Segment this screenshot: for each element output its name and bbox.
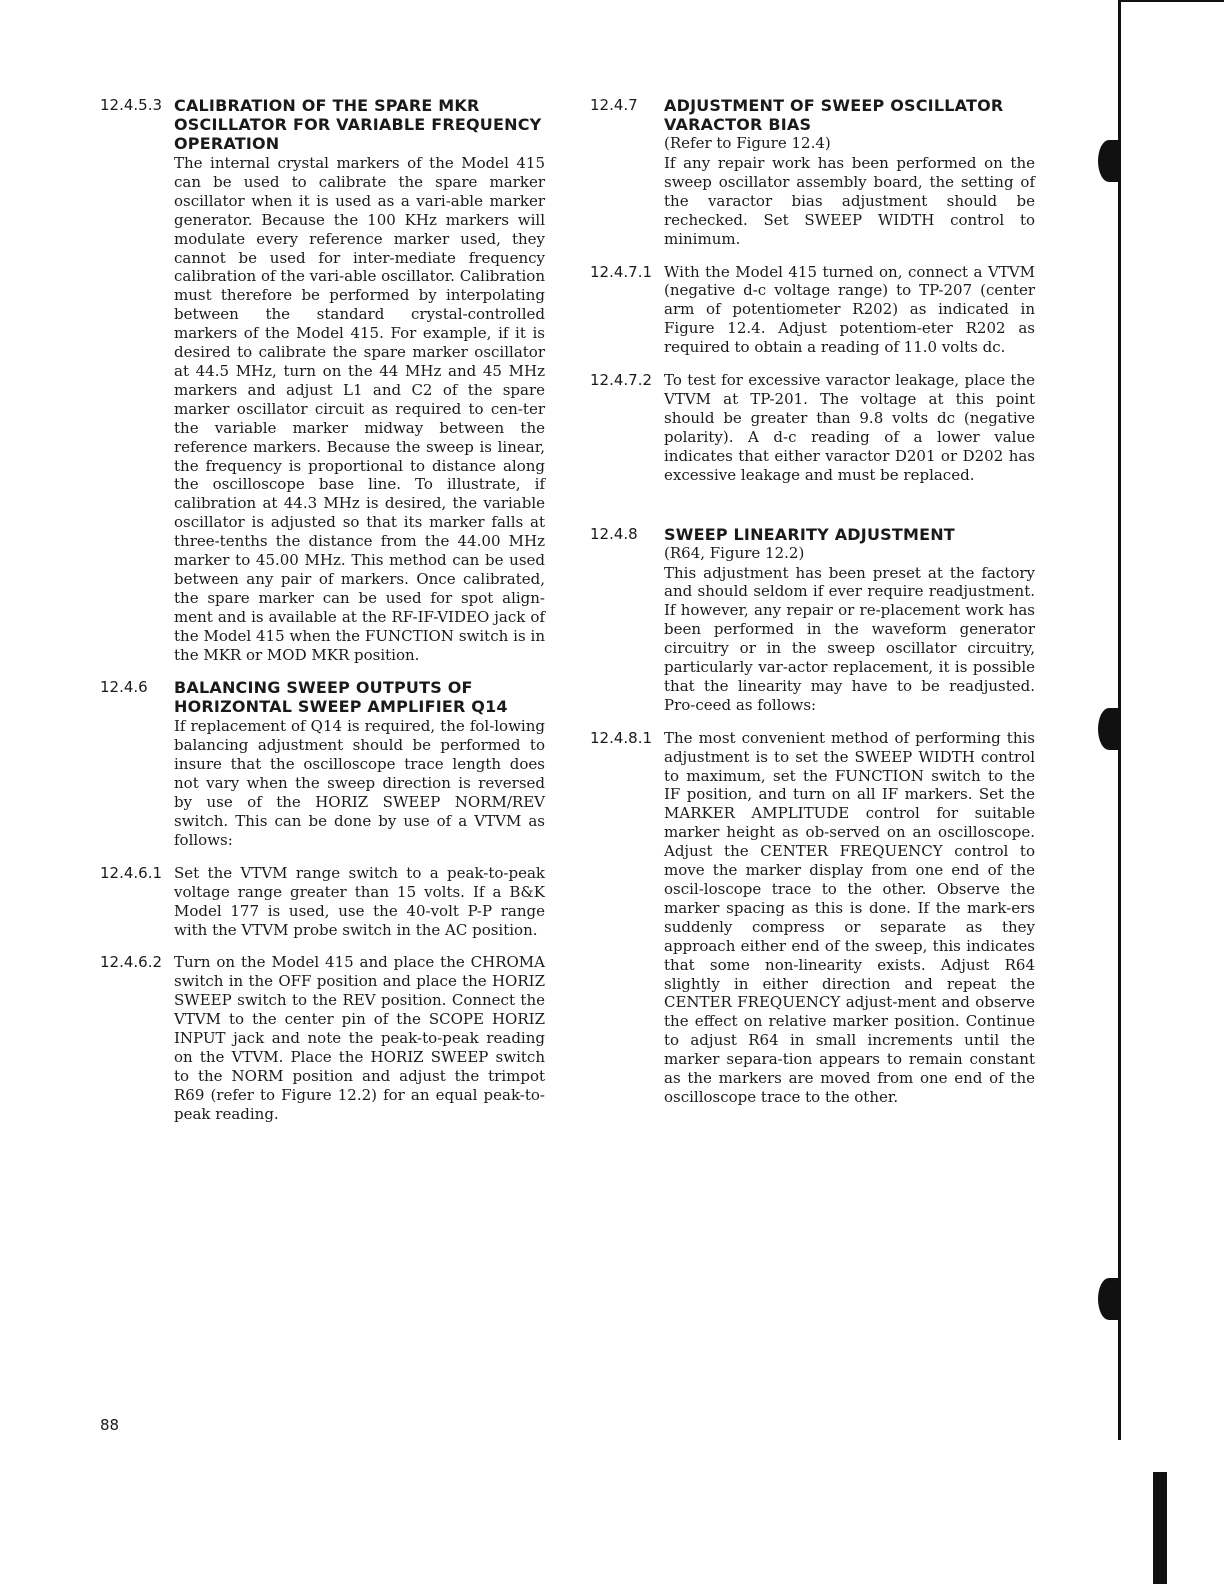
section-12-4-8-1 xyxy=(590,729,1035,1107)
section-number: 12.4.8.1 xyxy=(590,728,653,747)
section-title: SWEEP LINEARITY ADJUSTMENT xyxy=(664,524,955,544)
section-title: BALANCING SWEEP OUTPUTS OF HORIZONTAL SWEEP AMPLIFIER Q14 xyxy=(174,678,508,717)
section-title: ADJUSTMENT OF SWEEP OSCILLATOR VARACTOR BIAS xyxy=(664,96,1004,134)
section-text: To test for excessive varactor leakage, place the VTVM at TP-201. The voltage at this point should be greater than 9.8 volts dc (negative polarity). A d-c reading of a lower value indicates that either varactor D201 or D202 has excessive leakage and must be replaced. xyxy=(664,371,1035,484)
section-number: 12.4.6 xyxy=(100,678,148,697)
figure-reference: (Refer to Figure 12.4) xyxy=(664,134,831,152)
right-column xyxy=(590,95,1035,1107)
section-12-4-6-1 xyxy=(100,864,545,940)
section-text: With the Model 415 turned on, connect a VTVM (negative d-c voltage range) to TP-207 (center arm of potentiometer R202) as indicated in Figure 12.4. Adjust potentiom-eter R202 as required to obtain a reading of 11.0 volts dc. xyxy=(664,262,1035,357)
section-12-4-7 xyxy=(590,96,1035,249)
section-text: If any repair work has been performed on the sweep oscillator assembly board, the setting of the varactor bias adjustment should be rechecked. Set SWEEP WIDTH control to minimum. xyxy=(664,154,1035,248)
binder-hole-mark xyxy=(1098,140,1120,182)
section-number: 12.4.6.2 xyxy=(100,953,163,972)
section-number: 12.4.8 xyxy=(590,524,638,543)
section-12-4-8 xyxy=(590,525,1035,715)
page-number: 88 xyxy=(100,1416,120,1434)
section-text: If replacement of Q14 is required, the fol-lowing balancing adjustment should be performed to insure that the oscilloscope trace length does not vary when the sweep direction is reversed by use of the HORIZ SWEEP NORM/REV switch. This can be done by use of a VTVM as follows: xyxy=(174,717,545,849)
section-text: The most convenient method of performing this adjustment is to set the SWEEP WIDTH control to maximum, set the FUNCTION switch to the IF position, and turn on all IF markers. Set the MARKER AMPLITUDE control for suitable marker height as ob-served on an oscilloscope. Adjust the CENTER FREQUENCY control to move the marker display from one end of the oscil-loscope trace to the other. Observe the marker spacing as this is done. If the mark-ers suddenly compress or separate as they approach either end of the sweep, this indicates that some non-linearity exists. Adjust R64 slightly in either direction and repeat the CENTER FREQUENCY adjust-ment and observe the effect on relative marker position. Continue to adjust R64 in small increments until the marker separa-tion appears to remain constant as the markers are moved from one end of the oscilloscope trace to the other. xyxy=(664,728,1035,1106)
section-number: 12.4.7.2 xyxy=(590,371,653,390)
section-number: 12.4.5.3 xyxy=(100,96,163,114)
section-text: Set the VTVM range switch to a peak-to-peak voltage range greater than 15 volts. If a B&K Model 177 is used, use the 40-volt P-P range with the VTVM probe switch in the AC position. xyxy=(174,863,545,939)
scan-bar xyxy=(1153,1472,1167,1584)
left-column xyxy=(100,95,545,1124)
section-12-4-6 xyxy=(100,678,545,849)
section-12-4-7-1 xyxy=(590,263,1035,358)
binder-hole-mark xyxy=(1098,1278,1120,1320)
section-text: Turn on the Model 415 and place the CHROMA switch in the OFF position and place the HORIZ SWEEP switch to the REV position. Connect the VTVM to the center pin of the SCOPE HORIZ INPUT jack and note the peak-to-peak reading on the VTVM. Place the HORIZ SWEEP switch to the NORM position and adjust the trimpot R69 (refer to Figure 12.2) for an equal peak-to-peak reading. xyxy=(174,953,545,1123)
section-number: 12.4.7.1 xyxy=(590,262,653,281)
section-12-4-5-3 xyxy=(100,96,545,664)
section-12-4-6-2 xyxy=(100,953,545,1123)
section-text: The internal crystal markers of the Model 415 can be used to calibrate the spare marker oscillator when it is used as a vari-able marker generator. Because the 100 KHz markers will modulate every reference marker used, they cannot be used for inter-mediate frequency calibration of the vari-able oscillator. Calibration must therefore be performed by interpolating between the standard crystal-controlled markers of the Model 415. For example, if it is desired to calibrate the spare marker oscillator at 44.5 MHz, turn on the 44 MHz and 45 MHz markers and adjust L1 and C2 of the spare marker oscillator circuit as required to cen-ter the variable marker midway between the reference markers. Because the sweep is linear, the frequency is proportional to distance along the oscilloscope base line. To illustrate, if calibration at 44.3 MHz is desired, the variable oscillator is adjusted so that its marker falls at three-tenths the distance from the 44.00 MHz marker to 45.00 MHz. This method can be used between any pair of markers. Once calibrated, the spare marker can be used for spot align-ment and is available at the RF-IF-VIDEO jack of the Model 415 when the FUNCTION switch is in the MKR or MOD MKR position. xyxy=(174,154,545,664)
section-text: This adjustment has been preset at the factory and should seldom if ever require readjustment. If however, any repair or re-placement work has been performed in the waveform generator circuitry or in the sweep oscillator circuitry, particularly var-actor replacement, it is possible that the linearity may have to be readjusted. Pro-ceed as follows: xyxy=(664,563,1035,714)
section-12-4-7-2 xyxy=(590,371,1035,484)
scan-edge-top xyxy=(1118,0,1224,2)
section-number: 12.4.6.1 xyxy=(100,863,163,882)
figure-reference: (R64, Figure 12.2) xyxy=(664,543,805,562)
section-title: CALIBRATION OF THE SPARE MKR OSCILLATOR FOR VARIABLE FREQUENCY OPERATION xyxy=(174,96,542,153)
section-number: 12.4.7 xyxy=(590,96,638,114)
binder-hole-mark xyxy=(1098,708,1120,750)
